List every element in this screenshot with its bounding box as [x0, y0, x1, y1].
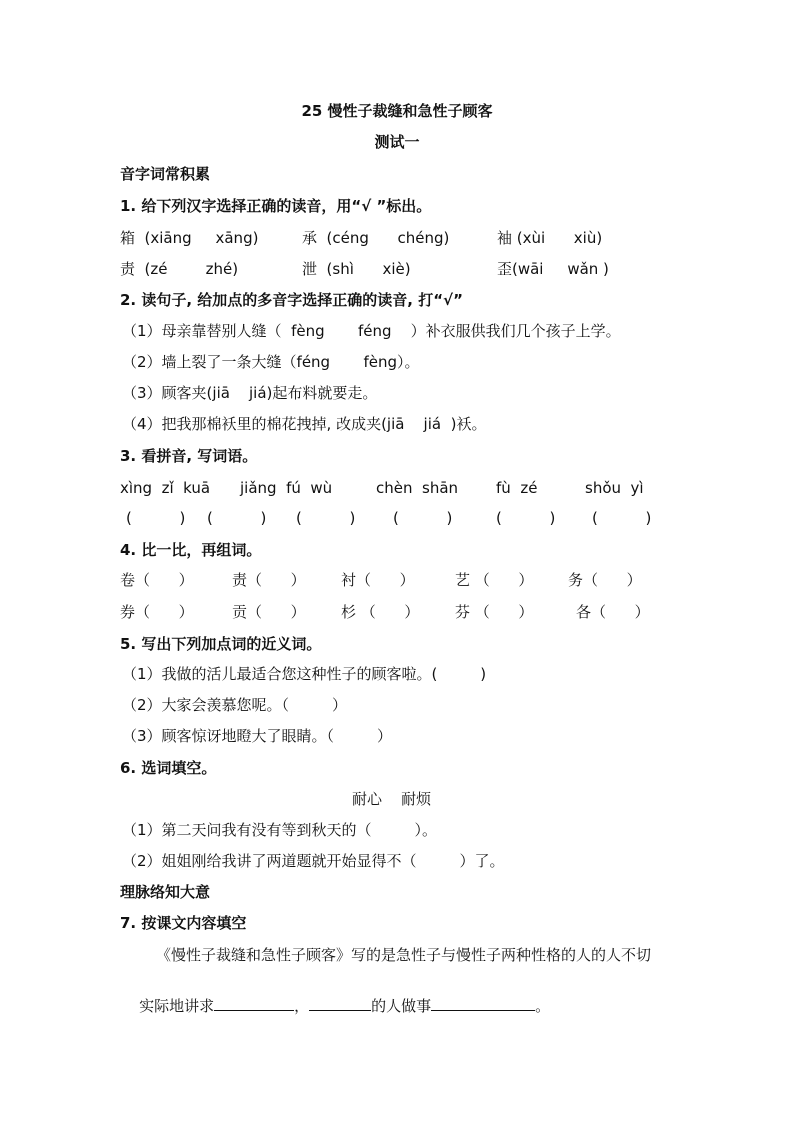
- q7-line2-text-c: 的人做事: [371, 997, 432, 1015]
- question-3-heading: 3. 看拼音, 写词语。: [120, 447, 258, 465]
- q2-item-4: （4）把我那棉袄里的棉花拽掉, 改成夹(jiā jiá )袄。: [122, 415, 487, 433]
- q3-answer-blank-6[interactable]: ( ): [592, 509, 652, 527]
- q2-item-2: （2）墙上裂了一条大缝（féng fèng）。: [122, 353, 420, 371]
- q4-row1-item-4: 艺 （ ）: [455, 571, 534, 589]
- q7-line2-text-d: 。: [535, 997, 551, 1015]
- page-title: 25 慢性子裁缝和急性子顾客: [301, 102, 493, 120]
- q4-row2-item-5: 各（ ）: [576, 603, 650, 621]
- question-7-heading: 7. 按课文内容填空: [120, 914, 247, 932]
- q3-answer-blank-4[interactable]: ( ): [393, 509, 453, 527]
- q2-item-3: （3）顾客夹(jiā jiá)起布料就要走。: [122, 384, 378, 402]
- q1-row2-item-2: 泄 (shì xiè): [302, 260, 411, 278]
- q6-item-1: （1）第二天问我有没有等到秋天的（ ）。: [122, 821, 437, 839]
- q1-row1-item-1: 箱 (xiāng xāng): [120, 229, 259, 247]
- q3-answer-blank-2[interactable]: ( ): [207, 509, 267, 527]
- page-subtitle: 测试一: [374, 133, 420, 151]
- q7-line2-text-b: ，: [294, 997, 310, 1015]
- question-1-heading: 1. 给下列汉字选择正确的读音，用“√ ”标出。: [120, 197, 432, 215]
- q4-row2-item-2: 贡（ ）: [232, 603, 306, 621]
- q7-fill-blank-3[interactable]: [431, 995, 535, 1011]
- q4-row2-item-4: 芬 （ ）: [455, 603, 534, 621]
- question-6-heading: 6. 选词填空。: [120, 759, 217, 777]
- q3-pinyin-4: fù zé: [496, 479, 538, 497]
- q6-word-options: 耐心 耐烦: [352, 790, 432, 808]
- q4-row1-item-1: 卷（ ）: [120, 571, 194, 589]
- q4-row2-item-1: 券（ ）: [120, 603, 194, 621]
- question-2-heading: 2. 读句子, 给加点的多音字选择正确的读音, 打“√”: [120, 291, 463, 309]
- q5-item-3: （3）顾客惊讶地瞪大了眼睛。（ ）: [122, 727, 392, 745]
- q4-row1-item-2: 责（ ）: [232, 571, 306, 589]
- section-heading-2: 理脉络知大意: [120, 883, 211, 901]
- q7-paragraph-line-2: [120, 975, 550, 1036]
- q3-pinyin-3: chèn shān: [376, 479, 459, 497]
- question-4-heading: 4. 比一比，再组词。: [120, 541, 262, 559]
- q3-answer-blank-1[interactable]: ( ): [126, 509, 186, 527]
- q7-paragraph-line-1: 《慢性子裁缝和急性子顾客》写的是急性子与慢性子两种性格的人的人不切: [156, 946, 652, 964]
- section-heading-1: 音字词常积累: [120, 165, 211, 183]
- q1-row2-item-3: 歪(wāi wǎn ): [497, 260, 609, 278]
- q5-item-1: （1）我做的活儿最适合您这种性子的顾客啦。( ): [122, 665, 487, 683]
- q2-item-1: （1）母亲靠替别人缝（ fèng féng ）补衣服供我们几个孩子上学。: [122, 322, 621, 340]
- q3-answer-blank-5[interactable]: ( ): [496, 509, 556, 527]
- q1-row1-item-2: 承 (céng chéng): [302, 229, 450, 247]
- q4-row2-item-3: 杉 （ ）: [341, 603, 420, 621]
- q7-fill-blank-2[interactable]: [309, 995, 371, 1011]
- q3-pinyin-5: shǒu yì: [585, 479, 644, 497]
- question-5-heading: 5. 写出下列加点词的近义词。: [120, 635, 322, 653]
- q4-row1-item-5: 务（ ）: [568, 571, 642, 589]
- q6-item-2: （2）姐姐刚给我讲了两道题就开始显得不（ ）了。: [122, 852, 505, 870]
- q7-line2-text-a: 实际地讲求: [139, 997, 215, 1015]
- q3-answer-blank-3[interactable]: ( ): [296, 509, 356, 527]
- q4-row1-item-3: 衬（ ）: [341, 571, 415, 589]
- q1-row1-item-3: 袖 (xùi xiù): [497, 229, 603, 247]
- q3-pinyin-2: jiǎng fú wù: [240, 479, 333, 497]
- q5-item-2: （2）大家会羡慕您呢。（ ）: [122, 696, 347, 714]
- q3-pinyin-1: xìng zǐ kuā: [120, 479, 211, 497]
- q7-fill-blank-1[interactable]: [214, 995, 294, 1011]
- q1-row2-item-1: 责 (zé zhé): [120, 260, 239, 278]
